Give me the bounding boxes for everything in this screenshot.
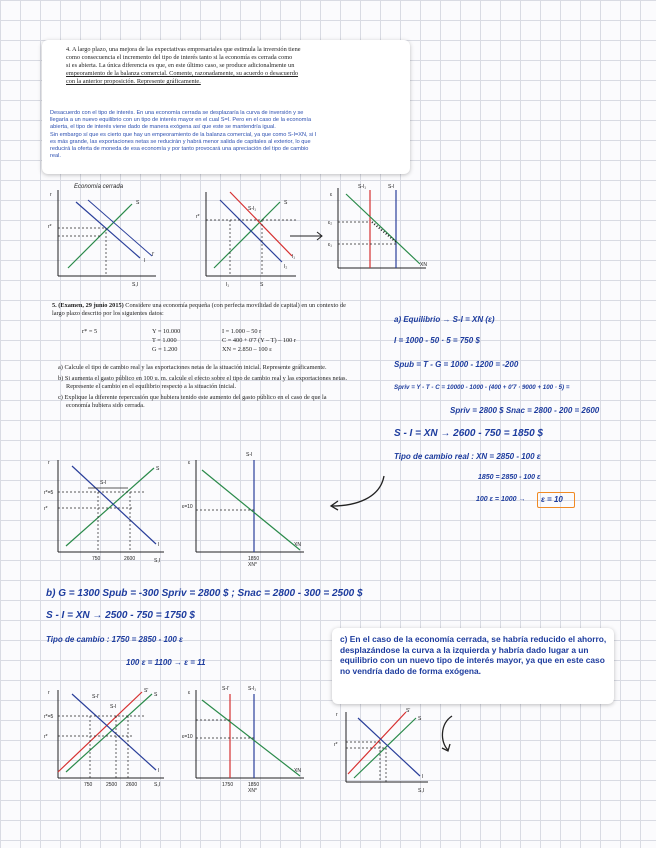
curve-label-s2: S'	[406, 708, 411, 714]
axis-label-si: S,I	[154, 782, 161, 788]
tick-2600: 2600	[126, 782, 138, 788]
q4-line: empeoramiento de la balanza comercial. Comente, razonadamente, su acuerdo o desacuerdo	[66, 70, 299, 77]
tick-2600: 2600	[124, 556, 136, 562]
answer-c-card	[332, 628, 614, 704]
tick-2500: 2500	[106, 782, 118, 788]
answer-c-text: c) En el caso de la economía cerrada, se habría reducido el ahorro, desplazándose la curva a la izquierda y habría dado lugar a un equilibrio con un nuevo tipo de interés mayor, ya que en este caso no vendría dado de forma exógena.	[340, 634, 607, 676]
label-e10: ε=10	[182, 504, 193, 510]
q5-data-cell	[82, 346, 152, 354]
q4-answer-line: es más grande, las exportaciones netas se reducirán y habrá menor salida de capitales al exterior, lo que	[50, 138, 311, 145]
q5-data-cell: XN = 2.850 – 100 ε	[222, 346, 272, 353]
tick-750: 750	[84, 782, 93, 788]
tick-750: 750	[92, 556, 101, 562]
hand-a-line5: Spriv = 2800 $ Snac = 2800 - 200 = 2600	[450, 406, 600, 415]
hand-b-line4: 100 ε = 1100 → ε = 11	[126, 658, 206, 667]
curve-label-s: S	[156, 466, 160, 472]
label-s-i1: S-I₁	[248, 686, 257, 692]
label-s-i1: S-I₁	[358, 184, 367, 190]
curve-label-s2: S'	[144, 688, 149, 694]
hand-a-line1: a) Equilibrio → S-I = XN (ε)	[394, 315, 495, 324]
axis-label-r: r	[48, 460, 50, 466]
axis-label-si: S,I	[154, 558, 161, 564]
arrow-curved-left	[326, 472, 388, 512]
curve-label-s: S	[418, 716, 422, 722]
graph-exchange-rate-shift	[328, 182, 438, 282]
q5-intro-text: Considere una economía pequeña (con perfecta movilidad de capital) en un contexto de largo plazo descrito por los siguientes datos:	[52, 302, 346, 317]
q4-line: si es abierta. La única diferencia es que, en este último caso, se produce adicionalmente un	[66, 62, 295, 69]
hand-a-line7: Tipo de cambio real : XN = 2850 - 100 ε	[394, 452, 541, 461]
hand-a-line4: Spriv = Y - T - C = 10000 - 1000 - (400 + 0'7 · 9000 + 100 · 5) =	[394, 384, 570, 391]
q5-heading: 5. (Examen, 29 junio 2015)	[52, 302, 124, 309]
label-e1: ε₁	[328, 242, 332, 248]
axis-label-r: r	[336, 712, 338, 718]
curve-label-s: S	[136, 200, 140, 206]
label-r5: r*=5	[44, 490, 54, 496]
graph-q5c-closed	[334, 708, 434, 798]
curve-label-i: I	[422, 774, 424, 780]
label-s-i: S-I	[246, 452, 253, 458]
q5-data-cell: r* = 5	[82, 328, 98, 335]
result-highlight-box	[537, 492, 575, 508]
question-4-answer	[50, 110, 406, 160]
q5-data-cell: I = 1.000 – 50 r	[222, 328, 262, 335]
hand-a-result: ε = 10	[541, 495, 563, 504]
q4-line: 4. A largo plazo, una mejora de las expectativas empresariales que estimula la inversión tiene	[66, 46, 301, 53]
tick-xn-star: XN*	[248, 562, 257, 568]
q5-data-cell: C = 400 + 0'7 (Y – T) – 100 r	[222, 337, 297, 344]
label-rstar: r*	[44, 506, 48, 512]
axis-label-si: S,I	[418, 788, 425, 794]
curve-label-i: I	[144, 258, 146, 264]
q4-answer-line: reducirá la oferta de moneda de esa economía y por tanto provocará una apreciación del tipo de cambio	[50, 146, 309, 153]
axis-label-r: r	[48, 690, 50, 696]
label-rstar: r*	[44, 734, 48, 740]
axis-tick-s: S	[260, 282, 264, 288]
label-r5: r*=5	[44, 714, 54, 720]
q4-answer-line: Sin embargo sí que es cierto que hay un empeoramiento de la balanza comercial, ya que como S-I=XN, si I	[50, 131, 317, 138]
label-s-i: S-I	[100, 480, 107, 486]
graph-q5a-net-exports	[182, 452, 316, 568]
hand-a-line8: 1850 = 2850 - 100 ε	[478, 474, 541, 481]
tick-1750: 1750	[222, 782, 234, 788]
axis-label-xn: XN	[294, 542, 301, 548]
curve-label-i: I	[158, 768, 160, 774]
hand-a-line2: I = 1000 - 50 · 5 = 750 $	[394, 336, 480, 345]
hand-a-line6: S - I = XN → 2600 - 750 = 1850 $	[394, 428, 543, 439]
q5-data-cell: G = 1.200	[152, 346, 178, 353]
arrow-curved-down	[430, 714, 460, 754]
graph-q5a-savings-investment	[44, 456, 174, 566]
q5-item-a: a) Calcule el tipo de cambio real y las exportaciones netas de la situación inicial. Represente gráficamente.	[58, 364, 327, 371]
graph-q5b-savings-investment	[44, 686, 174, 802]
axis-label-r: r	[50, 192, 52, 198]
axis-tick-i1: I₁	[226, 282, 230, 288]
label-s-i: S-I	[110, 704, 117, 710]
tick-xn-star: XN*	[248, 788, 257, 794]
curve-label-i2: I₂	[284, 264, 288, 270]
tick-1850: 1850	[248, 782, 260, 788]
axis-label-e: ε	[188, 460, 191, 466]
graph-title: Economía cerrada	[74, 184, 124, 190]
question-4-statement	[66, 46, 392, 86]
curve-label-i: I	[158, 542, 160, 548]
hand-b-line1: b) G = 1300 Spub = -300 Spriv = 2800 $ ; Snac = 2800 - 300 = 2500 $	[46, 588, 363, 599]
rstar-label: r*	[196, 214, 200, 220]
q4-line: con la anterior proposición. Represente gráficamente.	[66, 78, 201, 85]
arrow-right	[290, 230, 326, 242]
label-rstar: r*	[334, 742, 338, 748]
curve-label-s: S	[284, 200, 288, 206]
axis-label-xn: XN	[294, 768, 301, 774]
q5-data-cell: Y = 10.000	[152, 328, 181, 335]
q5-data-cell: T = 1.000	[152, 337, 177, 344]
axis-label-e: ε	[188, 690, 191, 696]
curve-label-i1: I₁	[292, 254, 296, 260]
axis-label-si: S,I	[132, 282, 139, 288]
q4-answer-line: abierta, el tipo de interés viene dado de manera exógena así que este se mantendría igual.	[50, 124, 276, 131]
label-s-i1: S-I₁	[248, 206, 257, 212]
q4-line: como consecuencia el incremento del tipo de interés tanto si la economía es cerrada como	[66, 54, 293, 61]
hand-a-line3: Spub = T - G = 1000 - 1200 = -200	[394, 360, 519, 369]
question-5	[52, 302, 352, 413]
hand-b-line3: Tipo de cambio : 1750 = 2850 - 100 ε	[46, 635, 183, 644]
label-s-i2: S-I'	[92, 694, 100, 700]
q5-item-c: c) Explique la diferente repercusión que hubiera tenido este aumento del gasto público en el caso de que la economía hubiera sido cerrada.	[58, 394, 327, 409]
curve-label-i2: I'	[152, 252, 155, 258]
label-e2: ε₂	[328, 220, 333, 226]
q4-answer-line: real.	[50, 153, 61, 160]
q5-intro	[52, 302, 352, 318]
q4-answer-line: Desacuerdo con el tipo de interés. En una economía cerrada se desplazaría la curva de inversión y se	[50, 110, 304, 116]
label-s-i: S-I	[388, 184, 395, 190]
rstar-label: r*	[48, 224, 52, 230]
q5-data-grid	[82, 328, 352, 354]
hand-a-line9: 100 ε = 1000 →	[476, 496, 526, 503]
graph-q5b-net-exports	[182, 686, 316, 802]
q5-data-cell	[82, 337, 152, 345]
label-s-i2: S-I'	[222, 686, 230, 692]
q4-answer-line: llegaría a un nuevo equilibrio con un tipo de interés mayor en el cual S=I. Pero en el caso de la economía	[50, 117, 312, 124]
axis-label-xn: XN	[420, 262, 427, 268]
question-4-card	[42, 40, 410, 174]
tick-1850: 1850	[248, 556, 260, 562]
q5-item-b: b) Si aumenta el gasto público en 100 u. m. calcule el efecto sobre el tipo de cambio real y las exportaciones netas. Represente el cambio en el equilibrio respecto a la situación inicial.	[58, 375, 348, 390]
axis-label-e: ε	[330, 192, 333, 198]
label-e10: ε=10	[182, 734, 193, 740]
hand-b-line2: S - I = XN → 2500 - 750 = 1750 $	[46, 610, 195, 621]
curve-label-s: S	[154, 692, 158, 698]
graph-closed-economy	[48, 180, 168, 290]
